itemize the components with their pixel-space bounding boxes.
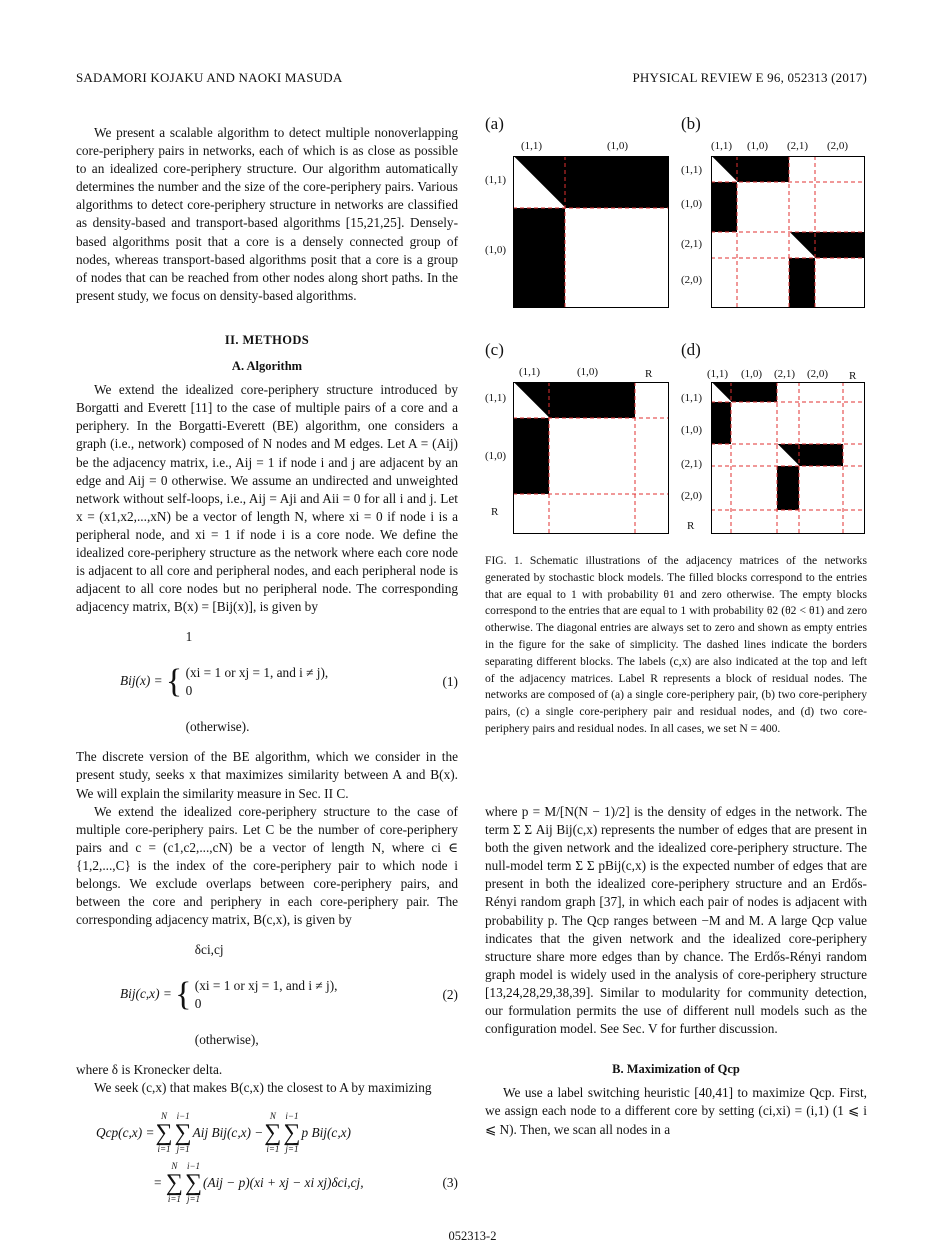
figure-caption: FIG. 1. Schematic illustrations of the adjacency matrices of the networks generated by stochastic block models. The filled blocks correspond to the entries that are equal to 1 with probability θ1 and zero otherwise. The empty blocks correspond to the entries that are equal to 1 with probability θ2 (θ2 < θ1) and zero otherwise. The diagonal entries are always set to zero and shown as empty entries in the figure for the sake of simplicity. The dashed lines indicate the borders separating different blocks. The labels (c,x) are also indicated at the top and left of the adjacency matrices. Label R represents a block of residual nodes. The networks are composed of (a) a single core-periphery pair, (b) two core-periphery pairs, (c) a single core-periphery pair and residual nodes, and (d) two core-periphery pairs and residual nodes. In all cases, we set N = 400. [485,554,867,735]
maximizing-paragraph: We seek (c,x) that makes B(c,x) the closest to A by maximizing [94,1080,432,1096]
panel-d-left-tick: (1,1) [681,392,703,404]
panel-b-top-tick: (2,1) [787,140,809,152]
equation-1 [76,628,458,736]
left-column [76,124,458,1205]
eq1-case2-value: 0 [185,683,193,699]
panel-b-left-tick: (1,1) [681,164,703,176]
eq3-number: (3) [442,1175,458,1191]
panel-d-top-tick: (1,0) [741,368,763,380]
panel-c-top-tick: R [645,368,653,380]
eq3-term-1: Aij Bij(c,x) − [192,1125,264,1141]
panel-c [485,336,675,546]
kronecker-note: where δ is Kronecker delta. [76,1062,223,1078]
eq3-lhs: Qcp(c,x) = [96,1125,155,1141]
eq2-brace: { [175,976,192,1014]
panel-a [485,110,675,320]
eq3-sum-6: i−1 ∑ j=1 [184,1161,203,1205]
eq3-sum-2: i−1 ∑ j=1 [174,1111,192,1155]
eq1-case1-condition: (xi = 1 or xj = 1, and i ≠ j), [185,665,329,681]
algorithm-paragraph-1: We extend the idealized core-periphery structure introduced by Borgatti and Everett [11] to the case of multiple pairs of a core and a periphery. In the Borgatti-Everett (BE) algorithm, one considers a graph (i.e., network) composed of N nodes and M edges. Let A = (Aij) be the adjacency matrix, i.e., Aij = 1 if node i and j are adjacent by an edge and Aij = 0 otherwise. We assume an undirected and unweighted network without self-loops, i.e., Aij = Aji and Aii = 0 for all i and j. Let x = (x1,x2,...,xN) be a vector of length N, where xi = 0 if node i is a peripheral node, and xi = 1 if node i is a core node. We define the idealized core-periphery structure as the network where each core node is adjacent to all core and peripheral nodes, and each peripheral node is adjacent to all core nodes but no peripheral node. The corresponding adjacency matrix, B(x) = [Bij(x)], is given by [76,382,458,615]
panel-d-top-tick: (2,0) [807,368,829,380]
eq3-term-2: p Bij(c,x) [301,1125,351,1141]
eq2-case2-value: 0 [194,996,202,1012]
panel-d-label: (d) [681,340,701,359]
panel-d-left-tick: (2,1) [681,458,703,470]
panel-b-top-tick: (2,0) [827,140,849,152]
panel-a-top-tick: (1,1) [521,140,543,152]
equation-2 [76,941,458,1049]
panel-a-matrix [513,156,669,308]
right-paragraph-2: We use a label switching heuristic [40,41] to maximize Qcp. First, we assign each node to a different core by setting (ci,xi) = (i,1) (1 ⩽ i ⩽ N). Then, we scan all nodes in a [485,1085,867,1137]
panel-c-top-tick: (1,1) [519,366,541,378]
algorithm-paragraph-3: We extend the idealized core-periphery structure to the case of multiple core-periphery pairs. Let C be the number of core-periphery pairs and c = (c1,c2,...,cN) be a vector of length N, where ci ∈ {1,2,...,C} is the index of the core-periphery pair to which node i belongs. We exclude overlaps between core-periphery pairs, and between the core and periphery in each core-periphery pair. The corresponding adjacency matrix, B(c,x), is given by [76,803,458,928]
eq3-sum-1: N ∑ i=1 [155,1111,173,1155]
panel-d-left-tick: R [687,520,695,532]
eq1-brace: { [165,663,183,701]
eq2-lhs: Bij(c,x) = [120,986,172,1002]
panel-c-matrix [513,382,669,534]
panel-a-label: (a) [485,114,504,133]
page-number: 052313-2 [448,1229,497,1243]
panel-b-matrix [711,156,865,308]
panel-d-top-tick: (2,1) [774,368,796,380]
panel-b-top-tick: (1,1) [711,140,733,152]
panel-a-periphery-block [565,208,669,308]
algorithm-paragraph-2: The discrete version of the BE algorithm, which we consider in the present study, seeks x that maximizes similarity between A and B(x). We will explain the similarity measure in Sec. II C. [76,749,458,801]
right-paragraph-1: where p = M/[N(N − 1)/2] is the density of edges in the network. The term Σ Σ Aij Bij(c,x) represents the number of edges that are present in both the given network and the idealized core-periphery structure. The null-model term Σ Σ pBij(c,x) is the expected number of edges that are present in both the idealized core-periphery structure and an Erdős-Rényi random graph [37], in which each pair of nodes is adjacent with probability p. The Qcp ranges between −M and M. A large Qcp value indicates that the given network and the idealized core-periphery structure share more edges than by chance. The Erdős-Rényi random graph model is widely used in the analysis of core-periphery structure [13,24,28,29,38,39]. Similar to modularity for community detection, our formulation permits the use of different null models such as the configuration model. See Sec. V for further discussion. [485,804,867,1037]
eq2-case2-condition: (otherwise), [194,1032,259,1048]
panel-d-top-tick: R [849,370,857,382]
subsection-maximization: B. Maximization of Qcp [612,1062,740,1077]
eq2-case1-condition: (xi = 1 or xj = 1, and i ≠ j), [194,978,338,994]
eq2-case1-value: δci,cj [194,942,224,958]
eq3-sum-4: i−1 ∑ j=1 [283,1111,301,1155]
panel-d [681,336,875,546]
panel-b-left-tick: (2,0) [681,274,703,286]
panel-b-left-tick: (1,0) [681,198,703,210]
panel-d-top-tick: (1,1) [707,368,729,380]
equation-3: Qcp(c,x) = N ∑ i=1 i−1 ∑ j=1 Aij Bij(c,x) − N ∑ i=1 i−1 ∑ j=1 p Bij(c,x) = N ∑ i=1 i−1 ∑ j=1 (Aij − p)(xi + xj − xi xj)δci,cj, (3) [96,1111,458,1205]
panel-a-left-tick: (1,0) [485,244,507,256]
subsection-algorithm: A. Algorithm [231,359,303,374]
panel-c-left-tick: (1,0) [485,450,507,462]
eq2-number: (2) [442,987,458,1003]
panel-b-label: (b) [681,114,701,133]
eq1-case1-value: 1 [185,629,193,645]
eq3-line-2: (Aij − p)(xi + xj − xi xj)δci,cj, [203,1175,364,1191]
panel-c-left-tick: R [491,506,499,518]
eq1-lhs: Bij(x) = [120,673,163,689]
panel-b-top-tick: (1,0) [747,140,769,152]
panel-b [681,110,875,320]
panel-c-left-tick: (1,1) [485,392,507,404]
panel-c-label: (c) [485,340,504,359]
eq1-case2-condition: (otherwise). [185,719,250,735]
panel-c-top-tick: (1,0) [577,366,599,378]
intro-paragraph: We present a scalable algorithm to detect multiple nonoverlapping core-periphery pairs in networks, each of which is as close as possible to an idealized core-periphery structure. Our algorithm automatically determines the number and the size of the core-periphery pairs. Various algorithms to detect core-periphery structure in networks are classified as density-based and transport-based algorithms [15,21,25]. Densely-based algorithms posit that a core is a densely connected group of nodes, whereas transport-based algorithms posit that a core is a group of nodes that can be reached from other nodes along short paths. In the present study, we focus on density-based algorithms. [76,125,458,303]
panel-d-left-tick: (1,0) [681,424,703,436]
panel-a-top-tick: (1,0) [607,140,629,152]
running-header-authors: SADAMORI KOJAKU AND NAOKI MASUDA [76,70,343,85]
panel-d-left-tick: (2,0) [681,490,703,502]
panel-a-left-tick: (1,1) [485,174,507,186]
eq3-sum-5: N ∑ i=1 [165,1161,183,1205]
section-title: II. METHODS [224,332,310,347]
panel-b-left-tick: (2,1) [681,238,703,250]
panel-d-matrix [711,382,865,534]
eq3-sum-3: N ∑ i=1 [264,1111,282,1155]
right-column [485,803,867,1139]
eq1-number: (1) [442,674,458,690]
running-header-journal: PHYSICAL REVIEW E 96, 052313 (2017) [632,70,867,85]
